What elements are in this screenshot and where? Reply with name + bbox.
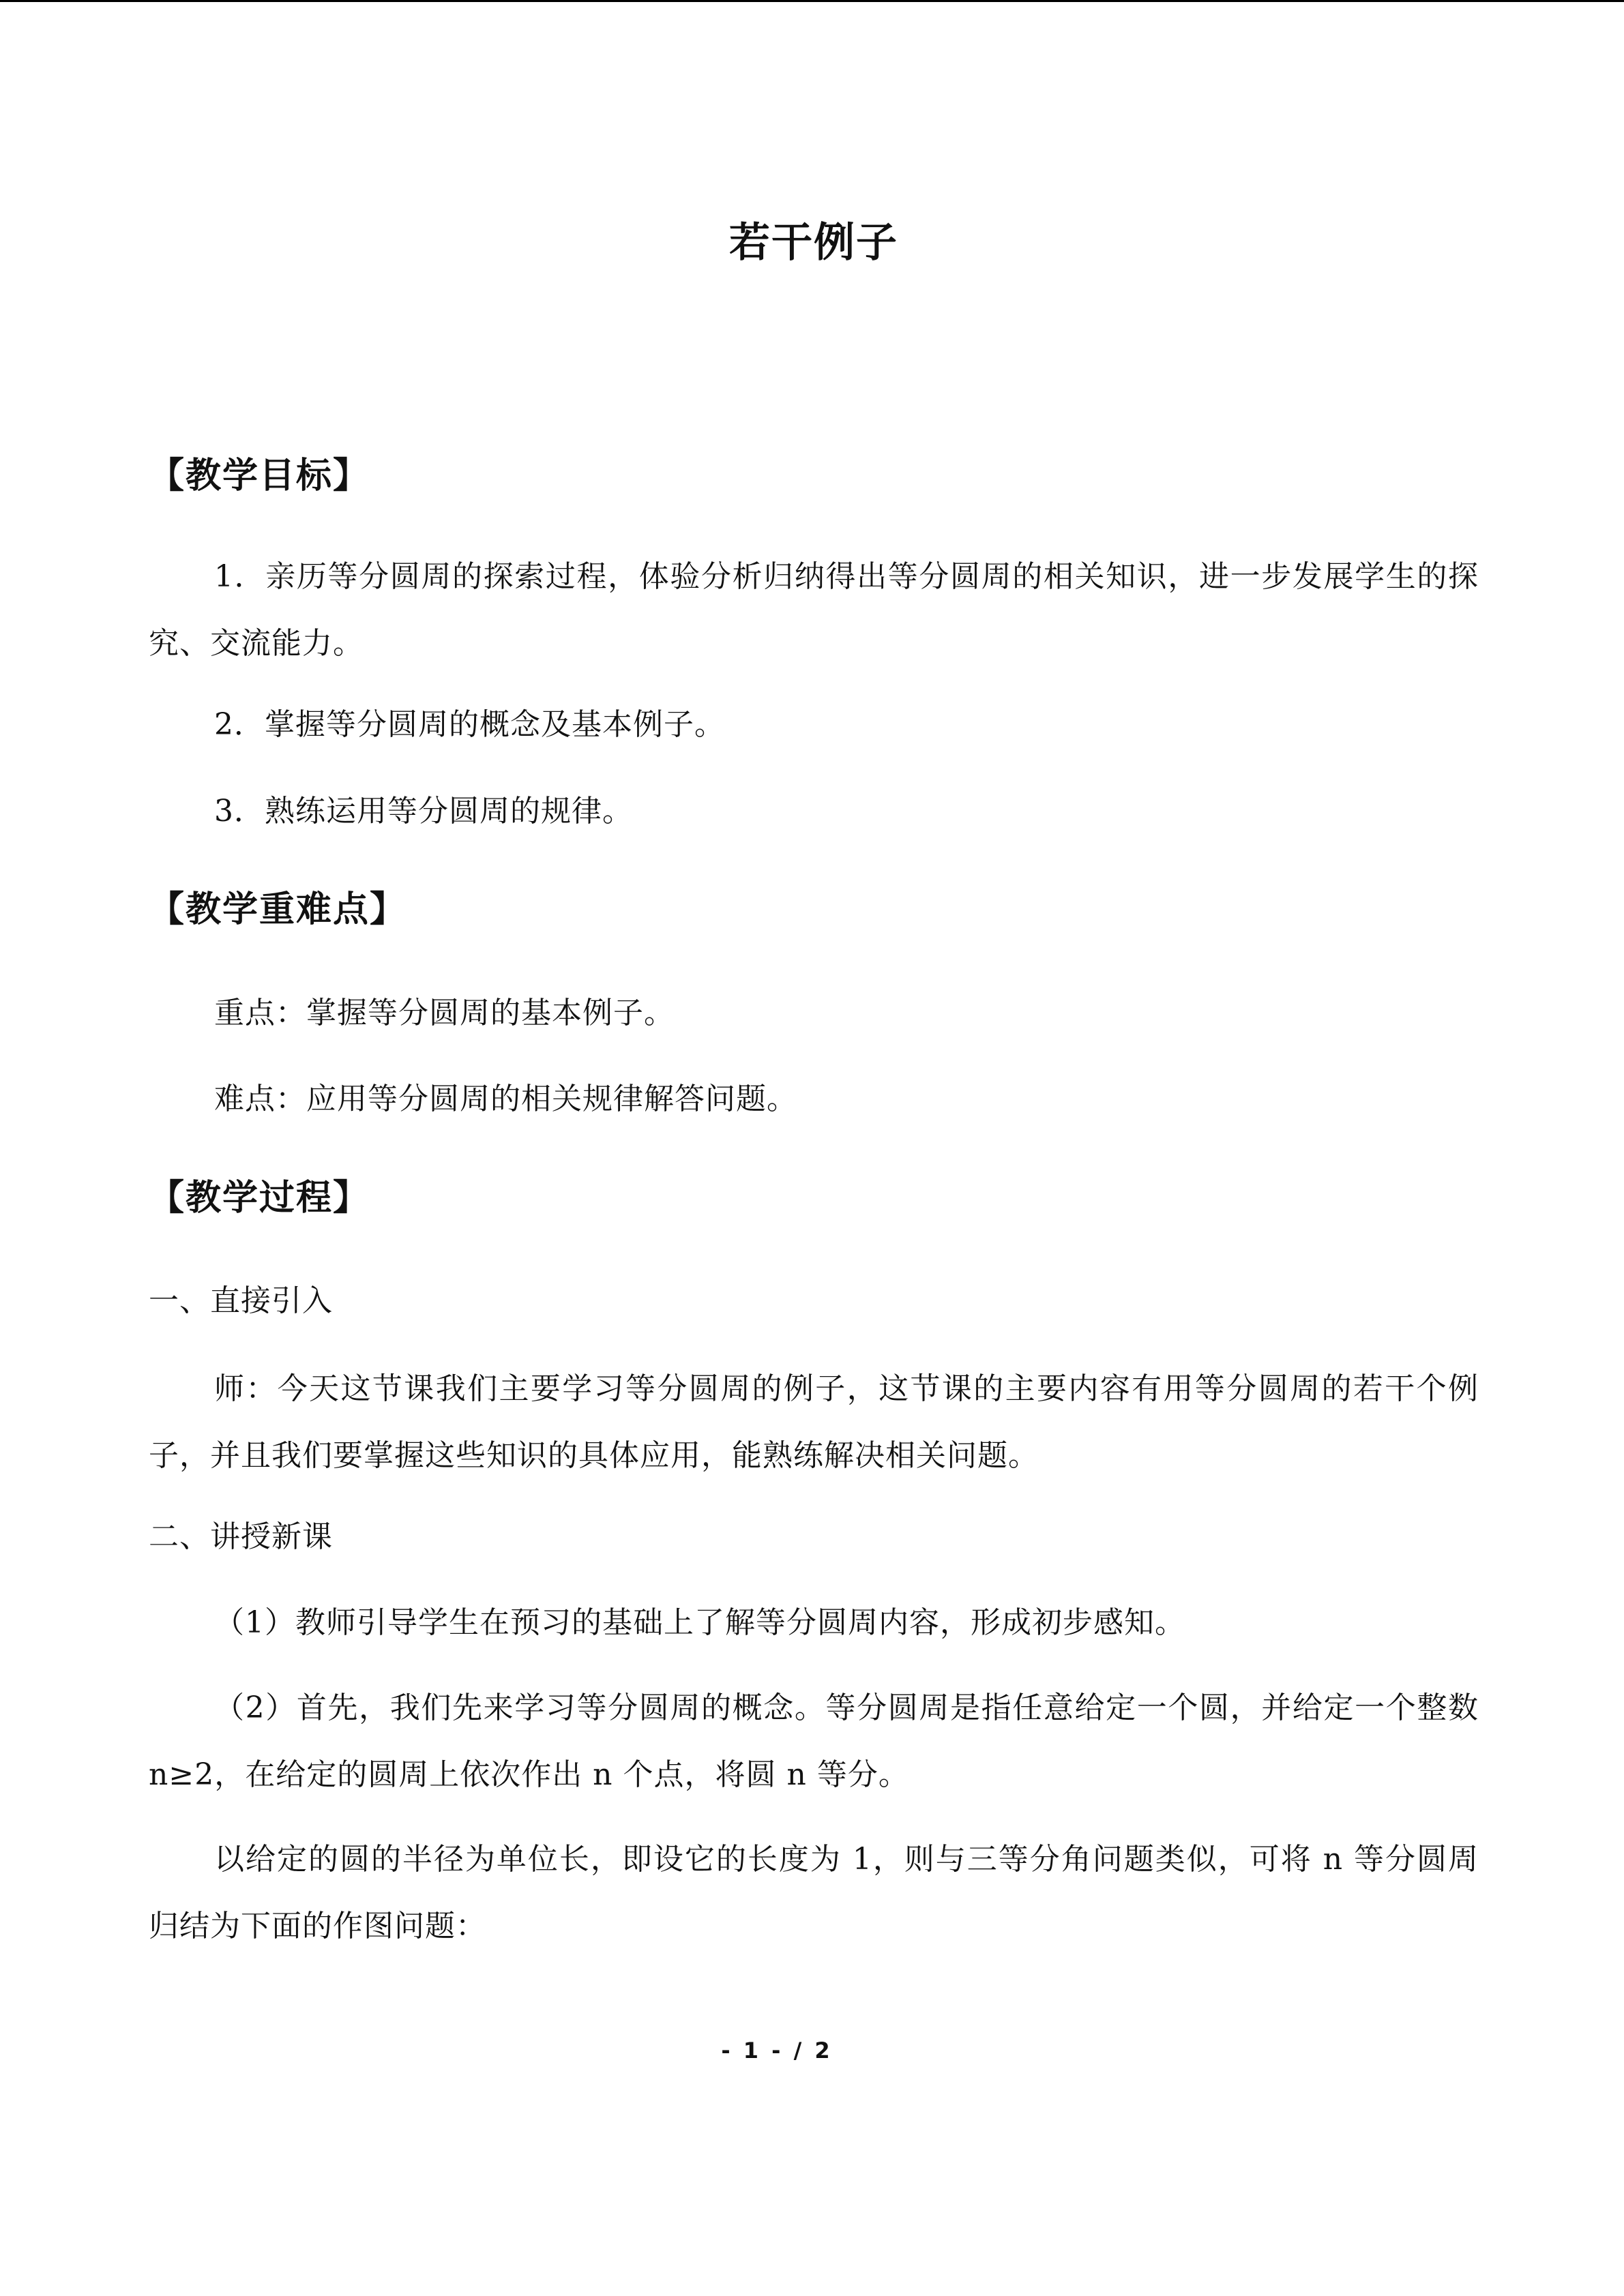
page-title: 若干例子: [729, 219, 898, 267]
page-number: - 1 - / 2: [721, 2038, 833, 2063]
objective-item-2: 2．掌握等分圆周的概念及基本例子。: [214, 707, 725, 742]
part1-title: 一、直接引入: [149, 1283, 333, 1318]
part2-text: 以给定的圆的半径为单位长，即设它的长度为 1，则与三等分角问题类似，可将 n 等分圆周归结为下面的作图问题：: [149, 1842, 1479, 1943]
part2-step2: （2）首先，我们先来学习等分圆周的概念。等分圆周是指任意给定一个圆，并给定一个整数 n≥2，在给定的圆周上依次作出 n 个点，将圆 n 等分。: [149, 1690, 1479, 1792]
objective-item-3: 3．熟练运用等分圆周的规律。: [214, 794, 633, 829]
part1-text: 师：今天这节课我们主要学习等分圆周的例子，这节课的主要内容有用等分圆周的若干个例子，并且我们要掌握这些知识的具体应用，能熟练解决相关问题。: [149, 1371, 1479, 1473]
objective-item-1: 1．亲历等分圆周的探索过程，体验分析归纳得出等分圆周的相关知识，进一步发展学生的探究、交流能力。: [149, 559, 1479, 661]
difficulty-text: 难点：应用等分圆周的相关规律解答问题。: [214, 1082, 797, 1116]
key-point-text: 重点：掌握等分圆周的基本例子。: [214, 996, 675, 1030]
heading-process: 【教学过程】: [149, 1178, 370, 1219]
part2-title: 二、讲授新课: [149, 1519, 333, 1554]
document-page: [149, 0, 1479, 2296]
heading-key-points: 【教学重难点】: [149, 889, 407, 930]
heading-objectives: 【教学目标】: [149, 456, 370, 496]
part2-step1: （1）教师引导学生在预习的基础上了解等分圆周内容，形成初步感知。: [214, 1605, 1185, 1640]
